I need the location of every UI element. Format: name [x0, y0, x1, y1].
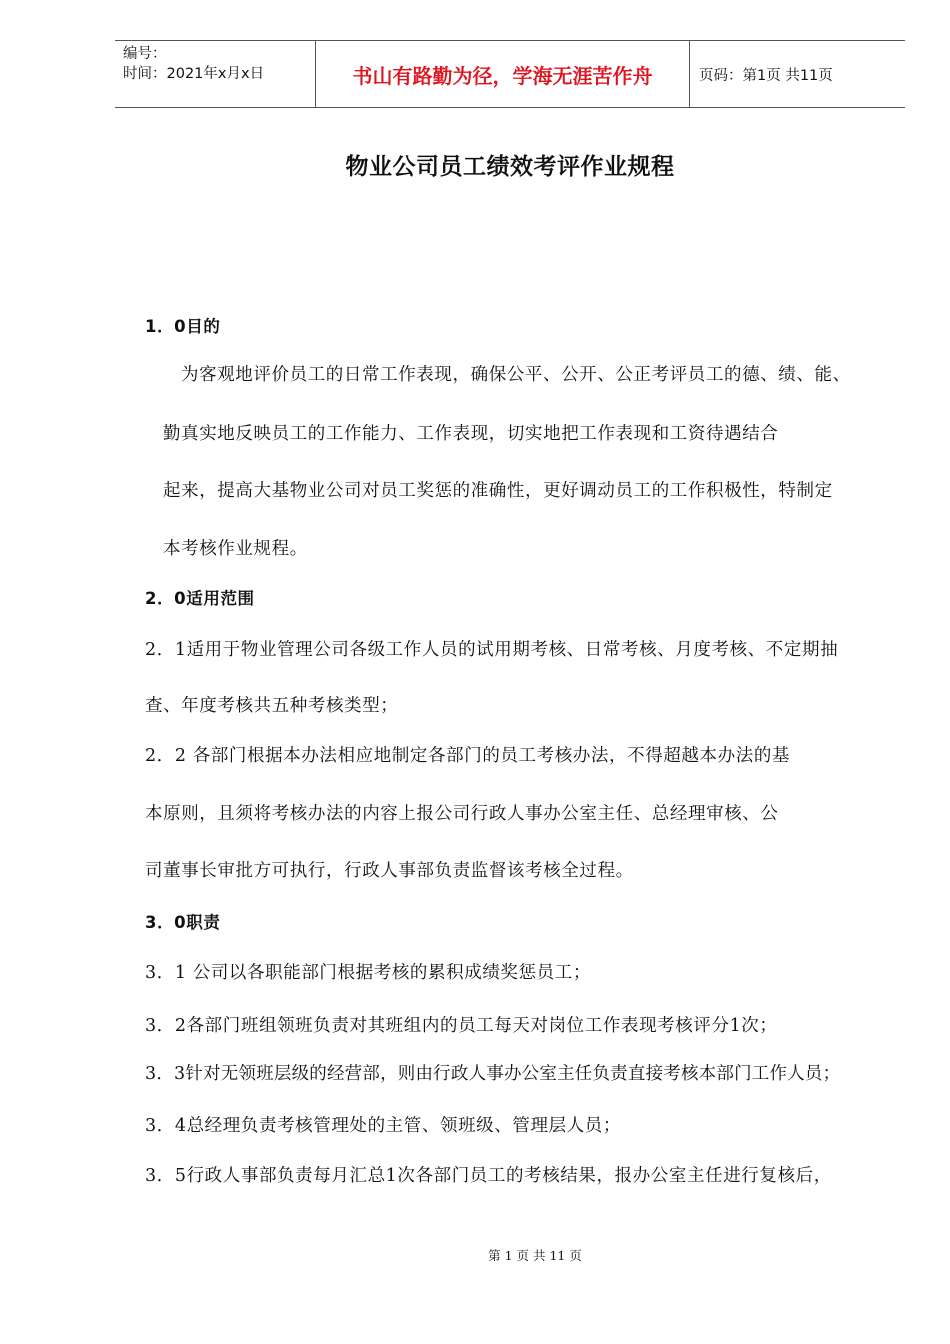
- header-meta-cell: [115, 41, 316, 107]
- paragraph-line: 本原则，且须将考核办法的内容上报公司行政人事办公室主任、总经理审核、公: [145, 804, 779, 824]
- header-motto: 书山有路勤为径，学海无涯苦作舟: [316, 41, 690, 107]
- paragraph-line: 3．1 公司以各职能部门根据考核的累积成绩奖惩员工；: [145, 963, 591, 983]
- paragraph-line: 勤真实地反映员工的工作能力、工作表现，切实地把工作表现和工资待遇结合: [163, 424, 779, 444]
- header-page-info: 页码：第1页 共11页: [699, 67, 833, 84]
- paragraph-line: 3．5行政人事部负责每月汇总1次各部门员工的考核结果，报办公室主任进行复核后，: [145, 1166, 832, 1186]
- paragraph-line: 2．1适用于物业管理公司各级工作人员的试用期考核、日常考核、月度考核、不定期抽: [145, 640, 839, 660]
- time-label: 时间：2021年x月x日: [123, 66, 265, 82]
- page-footer: 第 1 页 共 11 页: [488, 1248, 582, 1263]
- paragraph-line: 3．2各部门班组领班负责对其班组内的员工每天对岗位工作表现考核评分1次；: [145, 1016, 778, 1036]
- paragraph-line: 为客观地评价员工的日常工作表现，确保公平、公开、公正考评员工的德、绩、能、: [181, 365, 851, 385]
- section-heading-scope: 2．0适用范围: [145, 589, 255, 608]
- section-heading-purpose: 1．0目的: [145, 317, 221, 336]
- document-title: 物业公司员工绩效考评作业规程: [345, 154, 675, 180]
- paragraph-line: 司董事长审批方可执行，行政人事部负责监督该考核全过程。: [145, 861, 634, 881]
- serial-label: 编号：: [123, 46, 167, 62]
- header-table: [115, 40, 905, 108]
- section-heading-duties: 3．0职责: [145, 913, 221, 932]
- paragraph-line: 2．2 各部门根据本办法相应地制定各部门的员工考核办法，不得超越本办法的基: [145, 746, 791, 766]
- paragraph-line: 3．3针对无领班层级的经营部，则由行政人事办公室主任负责直接考核本部门工作人员；: [145, 1064, 841, 1084]
- paragraph-line: 本考核作业规程。: [163, 539, 308, 559]
- paragraph-line: 3．4总经理负责考核管理处的主管、领班级、管理层人员；: [145, 1116, 621, 1136]
- paragraph-line: 查、年度考核共五种考核类型；: [145, 696, 399, 716]
- paragraph-line: 起来，提高大基物业公司对员工奖惩的准确性，更好调动员工的工作积极性，特制定: [163, 481, 833, 501]
